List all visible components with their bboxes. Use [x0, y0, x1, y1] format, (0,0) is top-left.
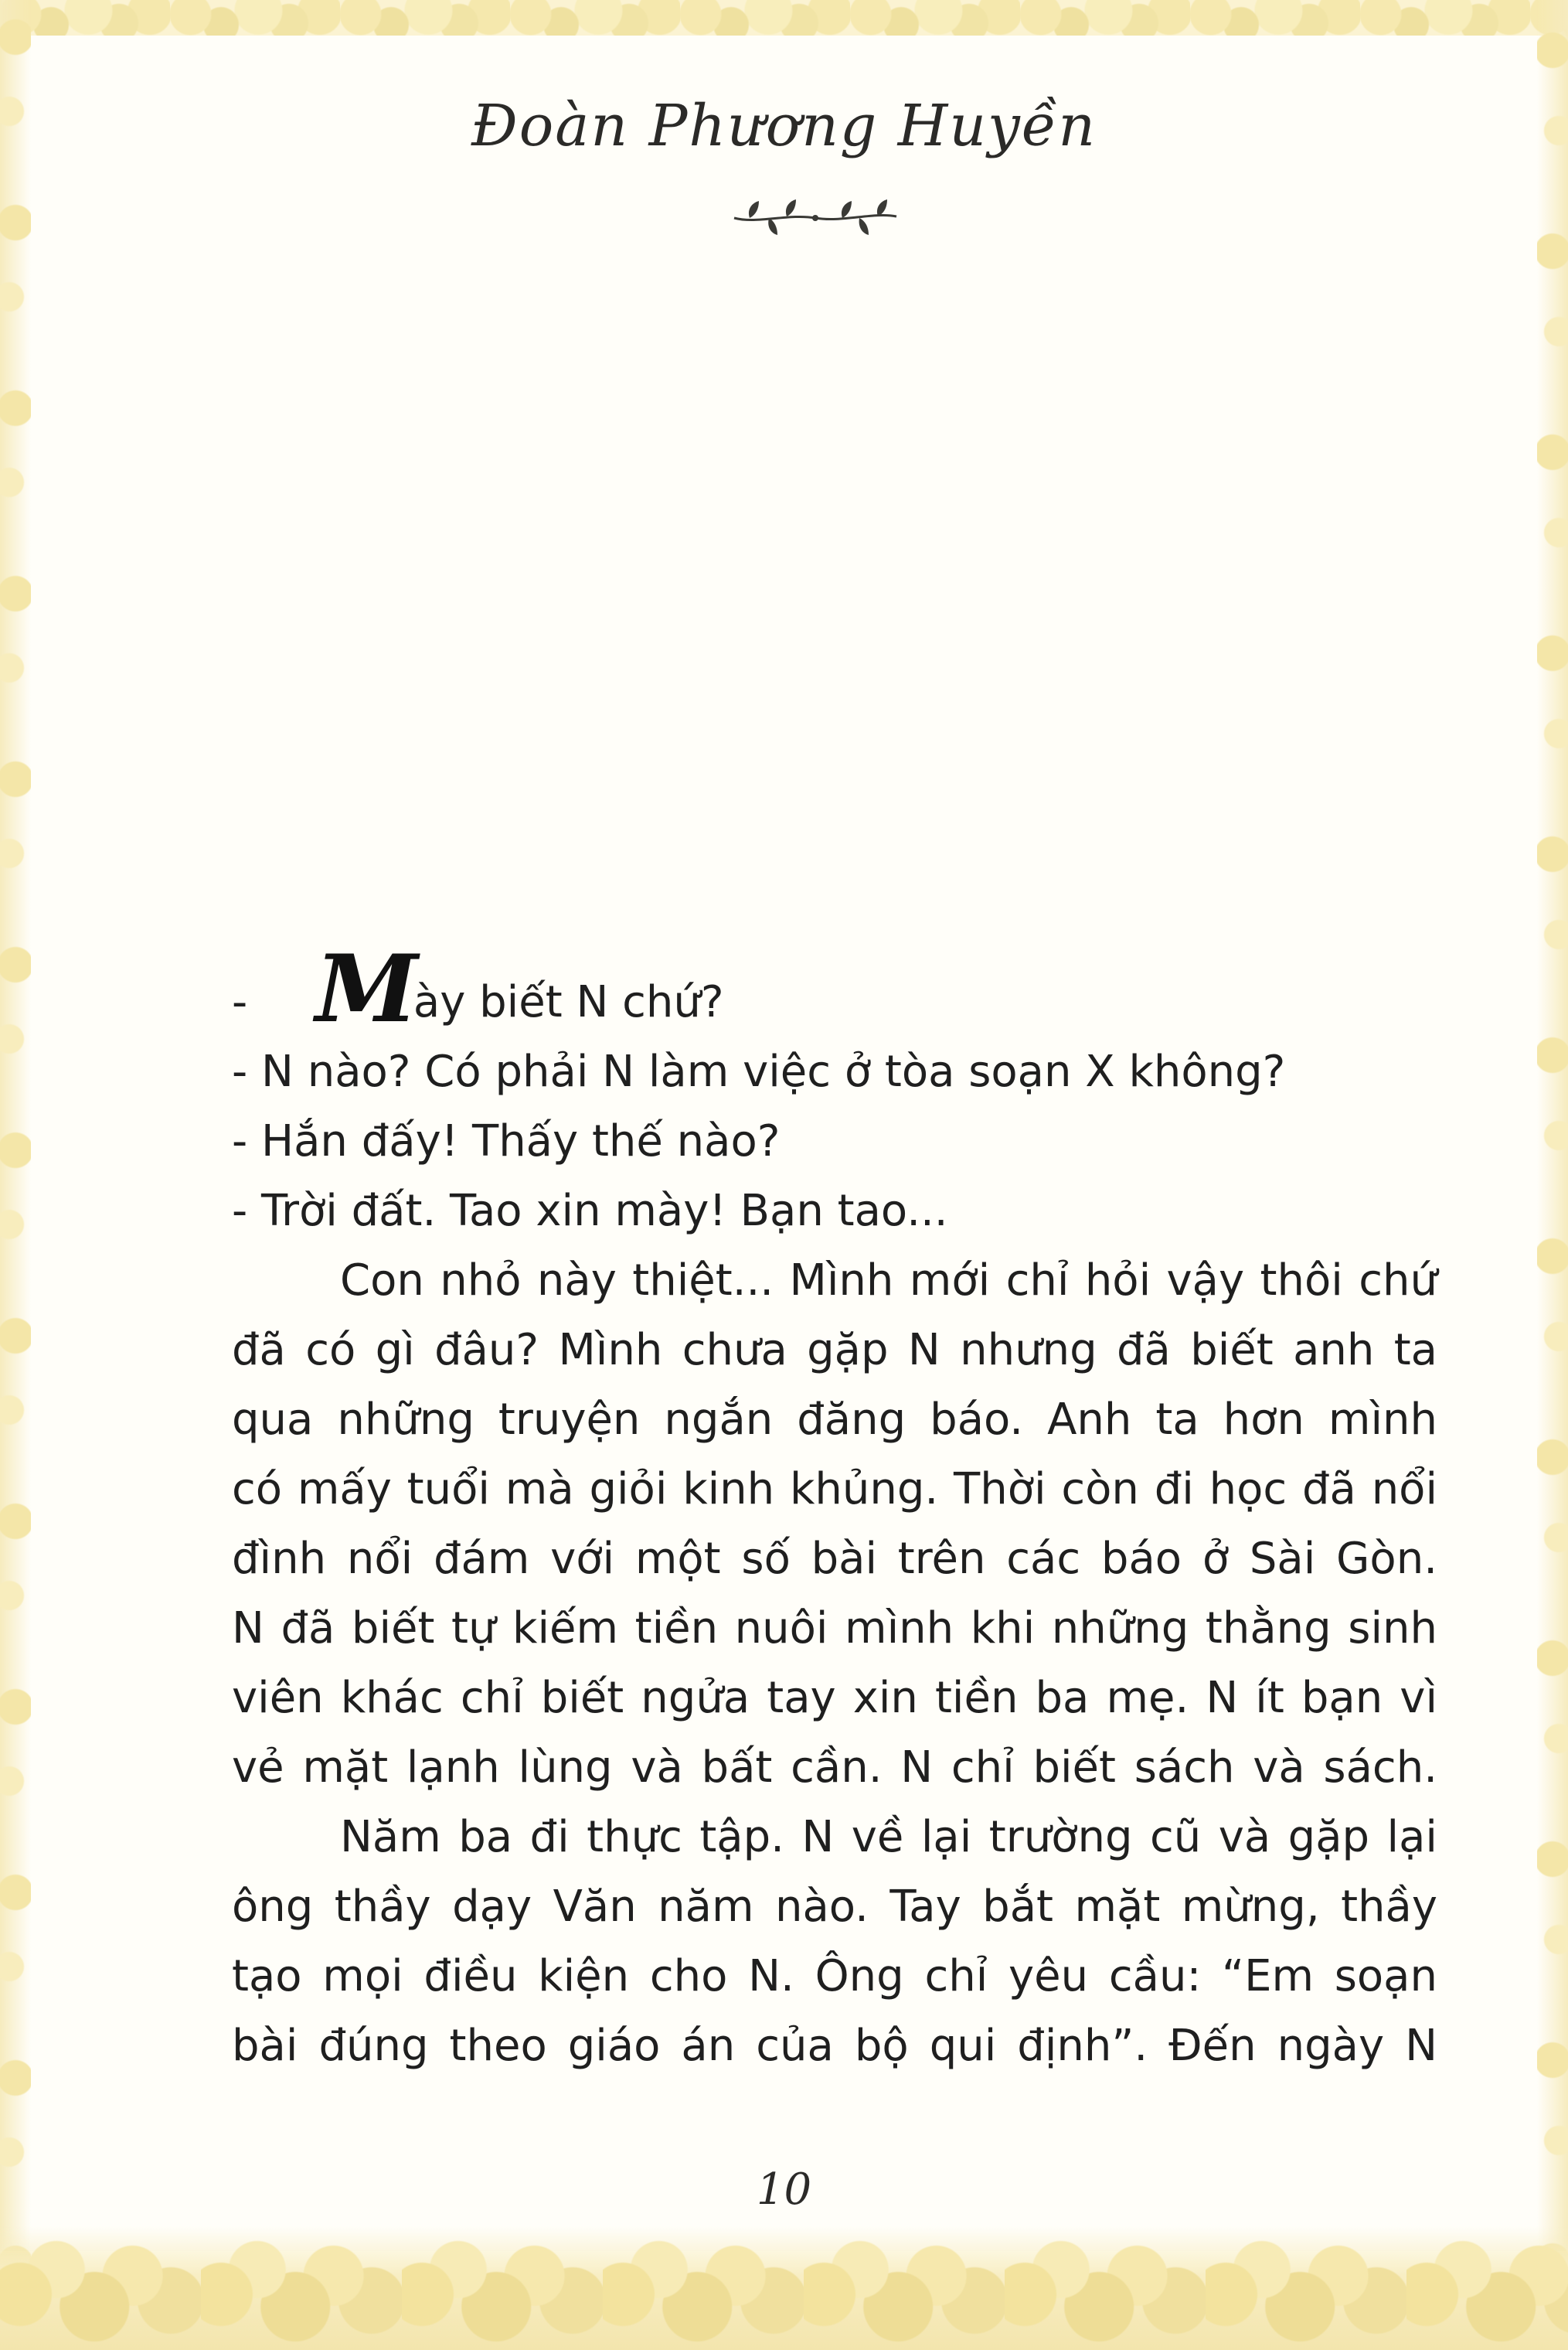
- author-header: Đoàn Phương Huyền: [471, 93, 1097, 159]
- paragraph-2-line: ông thầy dạy Văn năm nào. Tay bắt mặt mừng, thầy: [232, 1882, 1437, 1932]
- leaf-ornament-icon: [726, 193, 904, 240]
- floral-border-right: [1537, 0, 1568, 2350]
- paragraph-1-line: đã có gì đâu? Mình chưa gặp N nhưng đã biết anh ta: [232, 1325, 1437, 1375]
- dialog-line-1: [232, 935, 1437, 1044]
- paragraph-2-line: tạo mọi điều kiện cho N. Ông chỉ yêu cầu: “Em soạn: [232, 1951, 1437, 2001]
- dialog-dash: -: [232, 977, 248, 1027]
- page-number: 10: [756, 2164, 812, 2215]
- dialog-line-1-text: ày biết N chứ?: [413, 977, 724, 1027]
- floral-border-left: [0, 0, 31, 2350]
- paragraph-1-line: đình nổi đám với một số bài trên các báo ở Sài Gòn.: [232, 1534, 1437, 1584]
- paragraph-1-line: vẻ mặt lạnh lùng và bất cần. N chỉ biết sách và sách.: [232, 1742, 1437, 1793]
- paragraph-1-line: qua những truyện ngắn đăng báo. Anh ta hơn mình: [232, 1395, 1437, 1445]
- floral-border-bottom: [0, 2226, 1568, 2350]
- dialog-line-4: - Trời đất. Tao xin mày! Bạn tao...: [232, 1186, 948, 1236]
- dropcap-letter: M: [315, 935, 418, 1044]
- paragraph-2-line: bài đúng theo giáo án của bộ qui định”. Đến ngày N: [232, 2021, 1437, 2071]
- floral-border-top: [0, 0, 1568, 36]
- dialog-line-3: - Hắn đấy! Thấy thế nào?: [232, 1116, 781, 1166]
- paragraph-1-line: viên khác chỉ biết ngửa tay xin tiền ba mẹ. N ít bạn vì: [232, 1673, 1437, 1723]
- paragraph-2-line: Năm ba đi thực tập. N về lại trường cũ và gặp lại: [340, 1812, 1437, 1862]
- paragraph-1-line: Con nhỏ này thiệt... Mình mới chỉ hỏi vậy thôi chứ: [340, 1255, 1437, 1306]
- dialog-line-2: - N nào? Có phải N làm việc ở tòa soạn X không?: [232, 1047, 1286, 1097]
- paragraph-1-line: N đã biết tự kiếm tiền nuôi mình khi những thằng sinh: [232, 1603, 1437, 1654]
- story-text: [232, 935, 1437, 2081]
- paragraph-1-line: có mấy tuổi mà giỏi kinh khủng. Thời còn đi học đã nổi: [232, 1464, 1437, 1514]
